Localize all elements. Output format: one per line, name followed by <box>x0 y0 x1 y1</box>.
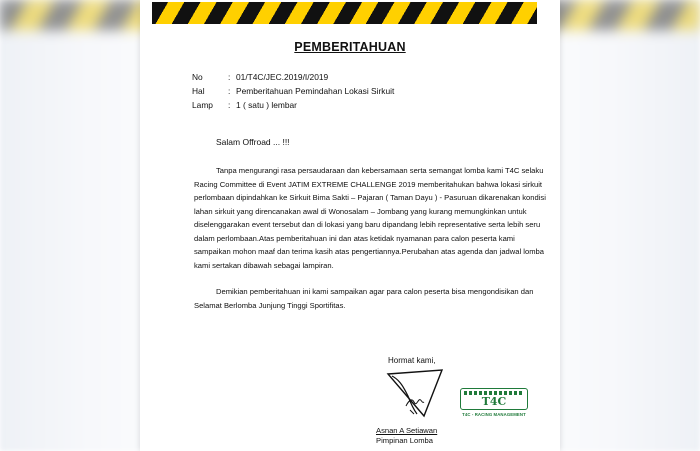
handwritten-signature <box>384 366 448 422</box>
meta-key: Lamp <box>192 100 213 110</box>
meta-row-number <box>192 70 394 84</box>
letter-greeting: Salam Offroad ... !!! <box>216 137 290 147</box>
t4c-logo <box>460 388 528 418</box>
logo-text: T4C <box>481 395 507 408</box>
meta-key: No <box>192 72 203 82</box>
signer-role: Pimpinan Lomba <box>376 436 433 445</box>
meta-value: Pemberitahuan Pemindahan Lokasi Sirkuit <box>236 86 395 96</box>
letter-page <box>140 0 560 451</box>
meta-row-subject <box>192 84 394 98</box>
blurred-hazard-stripe-left <box>0 0 150 30</box>
meta-value: 1 ( satu ) lembar <box>236 100 297 110</box>
letter-body <box>194 164 550 312</box>
blurred-hazard-stripe-right <box>550 0 700 30</box>
signature-block <box>358 356 558 451</box>
logo-subtext: T4C - RACING MANAGEMENT <box>462 412 526 417</box>
signer-name: Asnan A Setiawan <box>376 426 438 435</box>
blurred-background-right <box>550 0 700 451</box>
closing-text: Hormat kami, <box>388 356 436 365</box>
meta-value: 01/T4C/JEC.2019/I/2019 <box>236 72 329 82</box>
hazard-stripe-banner <box>152 2 537 24</box>
logo-badge <box>460 388 528 410</box>
letter-title: PEMBERITAHUAN <box>294 40 406 54</box>
meta-key: Hal <box>192 86 205 96</box>
body-paragraph-2: Demikian pemberitahuan ini kami sampaikan agar para calon peserta bisa mengondisikan dan Selamat Berlomba Junjung Tinggi Sportifitas. <box>194 287 534 310</box>
meta-separator: : <box>228 72 231 82</box>
body-paragraph-1: Tanpa mengurangi rasa persaudaraan dan kebersamaan serta semangat lomba kami T4C selaku Racing Committee di Event JATIM EXTREME CHALLENGE 2019 memberitahukan bahwa lokasi sirkuit perlombaan dipindahkan ke Sirkuit Bima Sakti – Pajaran ( Taman Dayu ) - Pasuruan dikarenakan kondisi lahan sirkuit yang direncanakan awal di Wonosalam – Jombang yang kurang memungkinkan untuk diselenggarakan event tersebut dan di lokasi yang baru dipandang lebih representative serta lebih seru dalam perlombaan.Atas pemberitahuan ini dan atas ketidak nyamanan para calon peserta kami sampaikan mohon maaf dan terima kasih atas pengertiannya.Perubahan atas agenda dan jadwal lomba kami sertakan dibawah sebagai lampiran. <box>194 166 546 270</box>
letter-meta <box>192 70 394 112</box>
meta-row-attachment <box>192 98 394 112</box>
blurred-background-left <box>0 0 150 451</box>
meta-separator: : <box>228 86 231 96</box>
meta-separator: : <box>228 100 231 110</box>
